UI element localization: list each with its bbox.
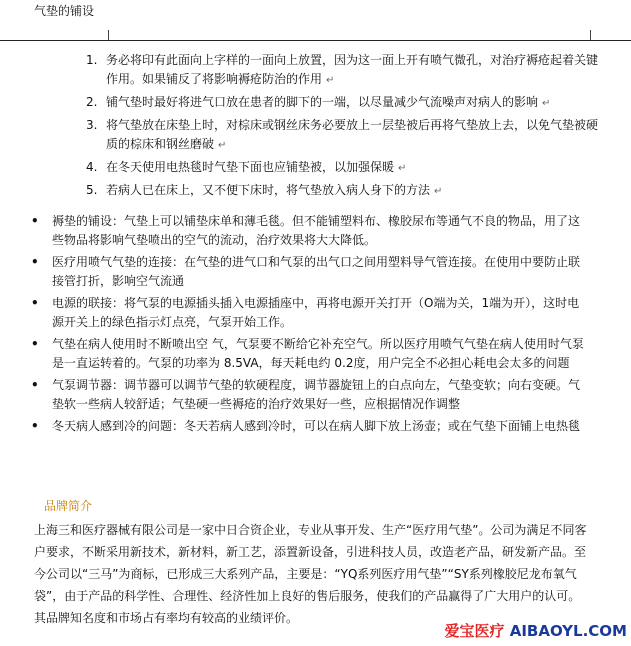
step-text: 铺气垫时最好将进气口放在患者的脚下的一端，以尽量减少气流噪声对病人的影响 <box>106 95 539 109</box>
paragraph-mark: ↵ <box>398 163 407 174</box>
step-text: 将气垫放在床垫上时，对棕床或钢丝床务必要放上一层垫被后再将气垫放上去，以免气垫被硬质的棕床和钢丝磨破 <box>106 118 599 151</box>
bullet-text: 冬天病人感到冷的问题：冬天若病人感到冷时，可以在病人脚下放上汤壶；或在气垫下面铺上电热毯 <box>52 419 581 433</box>
step-text: 若病人已在床上，又不便下床时，将气垫放入病人身下的方法 <box>106 183 431 197</box>
bullet-icon: • <box>31 255 39 269</box>
list-item <box>31 335 590 373</box>
paragraph-mark: ↵ <box>218 140 227 151</box>
list-item <box>31 294 590 332</box>
bullet-icon: • <box>31 337 39 351</box>
ruler-tick-right <box>590 30 591 40</box>
list-item <box>86 116 606 155</box>
steps-list <box>86 51 606 204</box>
bullet-text: 医疗用喷气气垫的连接：在气垫的进气口和气泵的出气口之间用塑料导气管连接。在使用中要防止联接管打折，影响空气流通 <box>52 255 581 288</box>
bullet-icon: • <box>31 378 39 392</box>
step-number: 2. <box>86 95 98 109</box>
bullet-icon: • <box>31 214 39 228</box>
step-number: 3. <box>86 118 98 132</box>
paragraph-mark: ↵ <box>434 186 443 197</box>
page-title: 气垫的铺设 <box>34 4 95 18</box>
list-item <box>86 93 606 113</box>
bullet-text: 气垫在病人使用时不断喷出空 气，气泵要不断给它补充空气。所以医疗用喷气气垫在病人使用时气泵是一直运转着的。气泵的功率为 8.5VA，每天耗电约 0.2度，用户完全不必担心耗电会太多的问题 <box>52 337 584 370</box>
list-item <box>86 158 606 178</box>
bullet-icon: • <box>31 419 39 433</box>
paragraph-mark: ↵ <box>542 98 551 109</box>
watermark <box>444 620 627 641</box>
list-item <box>31 253 590 291</box>
step-text: 在冬天使用电热毯时气垫下面也应铺垫被，以加强保暖 <box>106 160 395 174</box>
bullet-icon: • <box>31 296 39 310</box>
list-item <box>86 51 606 90</box>
section-heading: 品牌简介 <box>44 499 93 513</box>
step-number: 5. <box>86 183 98 197</box>
bullet-list <box>31 212 590 439</box>
list-item <box>31 376 590 414</box>
header-rule <box>0 40 631 41</box>
watermark-chinese: 爱宝医疗 <box>444 622 505 640</box>
watermark-domain: AIBAOYL.COM <box>509 622 627 640</box>
step-text: 务必将印有此面向上字样的一面向上放置，因为这一面上开有喷气微孔，对治疗褥疮起着关键作用。如果铺反了将影响褥疮防治的作用 <box>106 53 599 86</box>
list-item <box>31 417 590 436</box>
bullet-text: 电源的联接：将气泵的电源插头插入电源插座中，再将电源开关打开（O端为关，1端为开），这时电源开关上的绿色指示灯点亮，气泵开始工作。 <box>52 296 580 329</box>
step-number: 1. <box>86 53 98 67</box>
bullet-text: 褥垫的铺设：气垫上可以铺垫床单和薄毛毯。但不能铺塑料布、橡胶尿布等通气不良的物品，用了这些物品将影响气垫喷出的空气的流动，治疗效果将大大降低。 <box>52 214 581 247</box>
list-item <box>86 181 606 201</box>
brand-paragraph: 上海三和医疗器械有限公司是一家中日合资企业，专业从事开发、生产“医疗用气垫”。公司为满足不同客户要求，不断采用新技术，新材料，新工艺，添置新设备，引进科技人员，改造老产品，研发新产品。至今公司以“三马”为商标，已形成三大系列产品，主要是：“YQ系列医疗用气垫”“SY系列橡胶尼龙布氧气袋”，由于产品的科学性、合理性、经济性加上良好的售后服务，使我们的产品赢得了广大用户的认可。其品牌知名度和市场占有率均有较高的业绩评价。 <box>34 523 587 625</box>
bullet-text: 气泵调节器：调节器可以调节气垫的软硬程度，调节器旋钮上的白点向左，气垫变软；向右变硬。气垫软一些病人较舒适；气垫硬一些褥疮的治疗效果好一些，应根据情况作调整 <box>52 378 581 411</box>
paragraph-mark: ↵ <box>326 75 335 86</box>
list-item <box>31 212 590 250</box>
ruler-tick-left <box>108 30 109 40</box>
step-number: 4. <box>86 160 98 174</box>
